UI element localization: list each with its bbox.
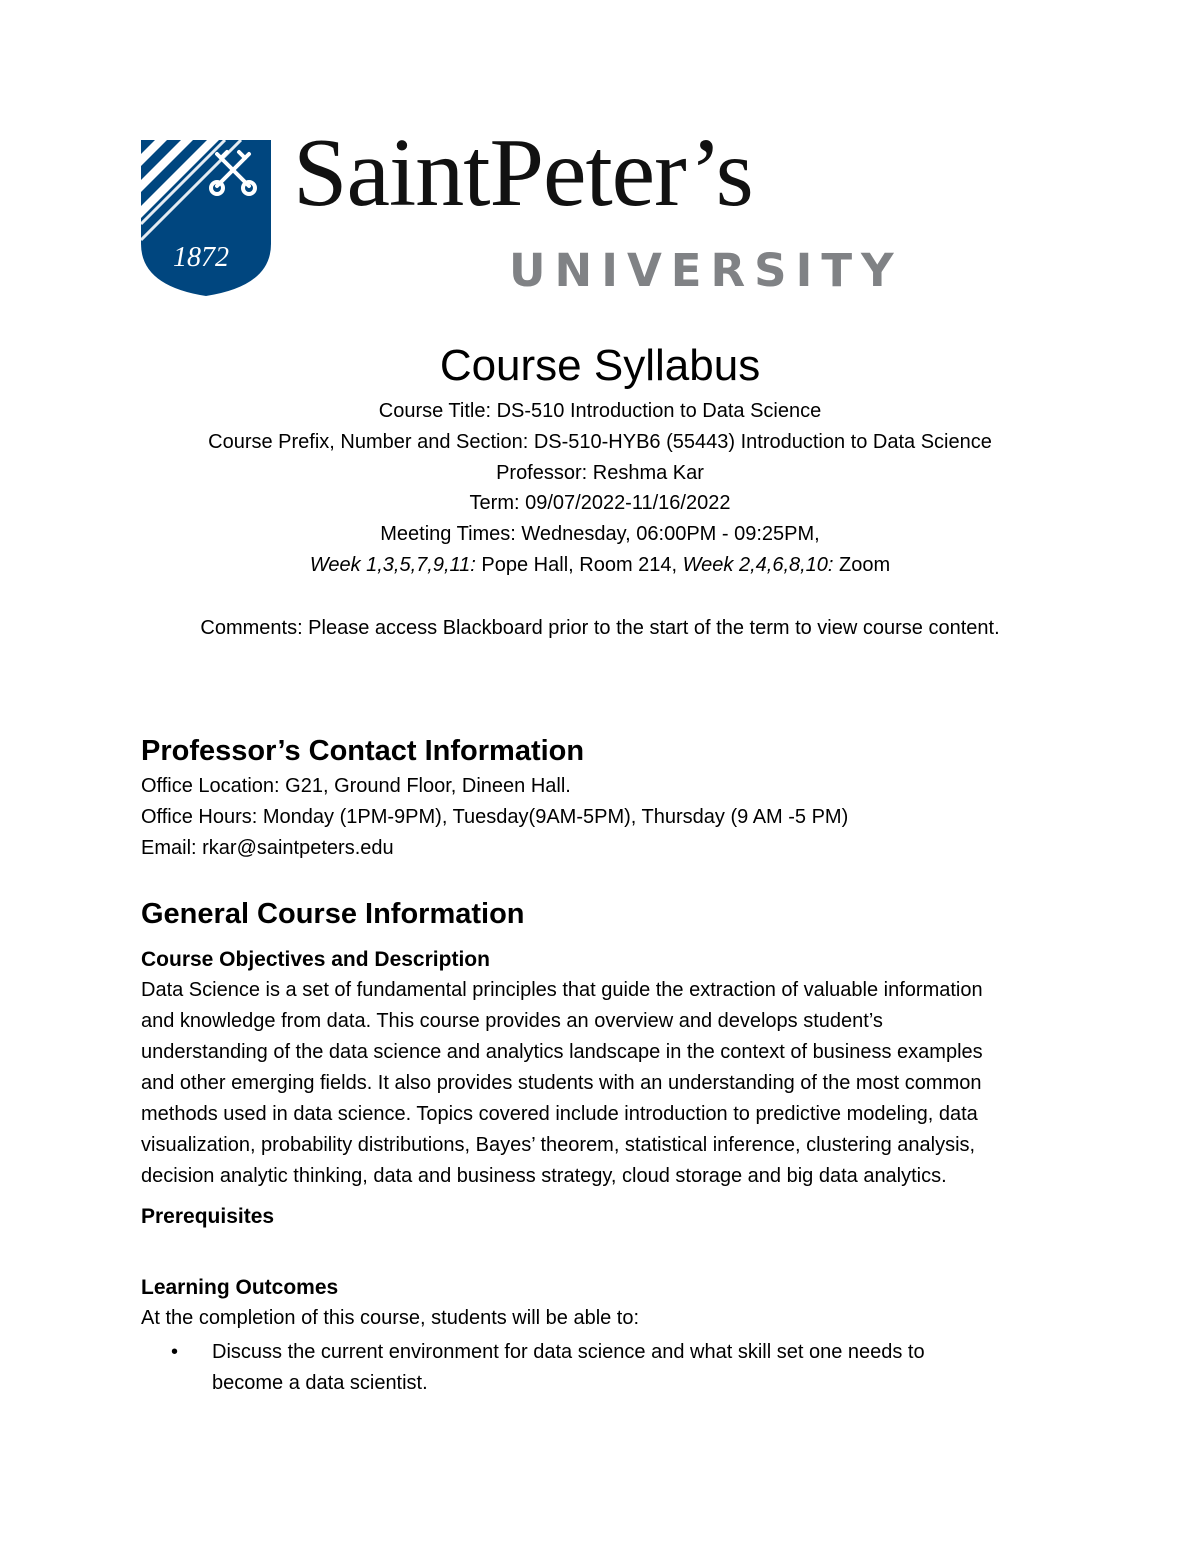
weeks-a-location: Pope Hall, Room 214, [475, 553, 683, 576]
description-line: methods used in data science. Topics covered include introduction to predictive modeling, data [141, 1103, 978, 1125]
course-description [141, 975, 1071, 1192]
outcomes-section [141, 1273, 1071, 1334]
contact-heading: Professor’s Contact Information [141, 735, 585, 767]
page-title: Course Syllabus [439, 341, 761, 390]
course-title-line: Course Title: DS-510 Introduction to Data Science [378, 400, 822, 422]
prerequisites-section [141, 1202, 1071, 1232]
description-line: and other emerging fields. It also provides students with an understanding of the most common [141, 1072, 982, 1094]
logo-wordmark: SaintPeter’s [293, 119, 753, 227]
university-logo [141, 119, 903, 298]
weeks-b-label: Week 2,4,6,8,10: [682, 553, 834, 576]
contact-section [141, 731, 1071, 864]
course-meta [0, 396, 1200, 581]
prerequisites-heading: Prerequisites [141, 1205, 275, 1228]
term-line: Term: 09/07/2022-11/16/2022 [469, 492, 731, 515]
course-prefix-line: Course Prefix, Number and Section: DS-510-HYB6 (55443) Introduction to Data Science [208, 430, 992, 453]
objectives-section [141, 945, 1071, 1192]
email-line: Email: rkar@saintpeters.edu [141, 837, 394, 859]
office-hours: Office Hours: Monday (1PM-9PM), Tuesday(9AM-5PM), Thursday (9 AM -5 PM) [141, 806, 849, 828]
description-line: Data Science is a set of fundamental principles that guide the extraction of valuable information [141, 979, 983, 1001]
objectives-heading: Course Objectives and Description [141, 948, 490, 971]
description-line: understanding of the data science and analytics landscape in the context of business examples [141, 1041, 983, 1063]
description-line: and knowledge from data. This course provides an overview and develops student’s [141, 1010, 883, 1032]
description-line: decision analytic thinking, data and business strategy, cloud storage and big data analytics. [141, 1165, 947, 1187]
office-location: Office Location: G21, Ground Floor, Dineen Hall. [141, 775, 571, 797]
professor-line: Professor: Reshma Kar [496, 461, 704, 484]
weeks-b-location: Zoom [833, 553, 891, 576]
outcome-text-line: Discuss the current environment for data science and what skill set one needs to [212, 1341, 925, 1363]
description-line: visualization, probability distributions, Bayes’ theorem, statistical inference, clustering analysis, [141, 1134, 976, 1156]
general-heading: General Course Information [141, 898, 525, 930]
outcomes-intro: At the completion of this course, students will be able to: [141, 1307, 640, 1329]
meeting-times-line: Meeting Times: Wednesday, 06:00PM - 09:25PM, [380, 523, 820, 546]
seal-year: 1872 [173, 242, 229, 273]
logo-subtitle: UNIVERSITY [509, 244, 903, 297]
comments-line: Comments: Please access Blackboard prior to the start of the term to view course content. [200, 617, 1000, 639]
general-section [141, 894, 1071, 934]
shield-crest-icon [141, 140, 271, 298]
bullet-icon: • [171, 1341, 179, 1363]
meeting-weeks-line [0, 550, 1200, 581]
outcomes-list [171, 1337, 1001, 1401]
weeks-a-label: Week 1,3,5,7,9,11: [309, 553, 476, 576]
outcome-text-line: become a data scientist. [212, 1372, 428, 1394]
outcomes-heading: Learning Outcomes [141, 1276, 339, 1299]
